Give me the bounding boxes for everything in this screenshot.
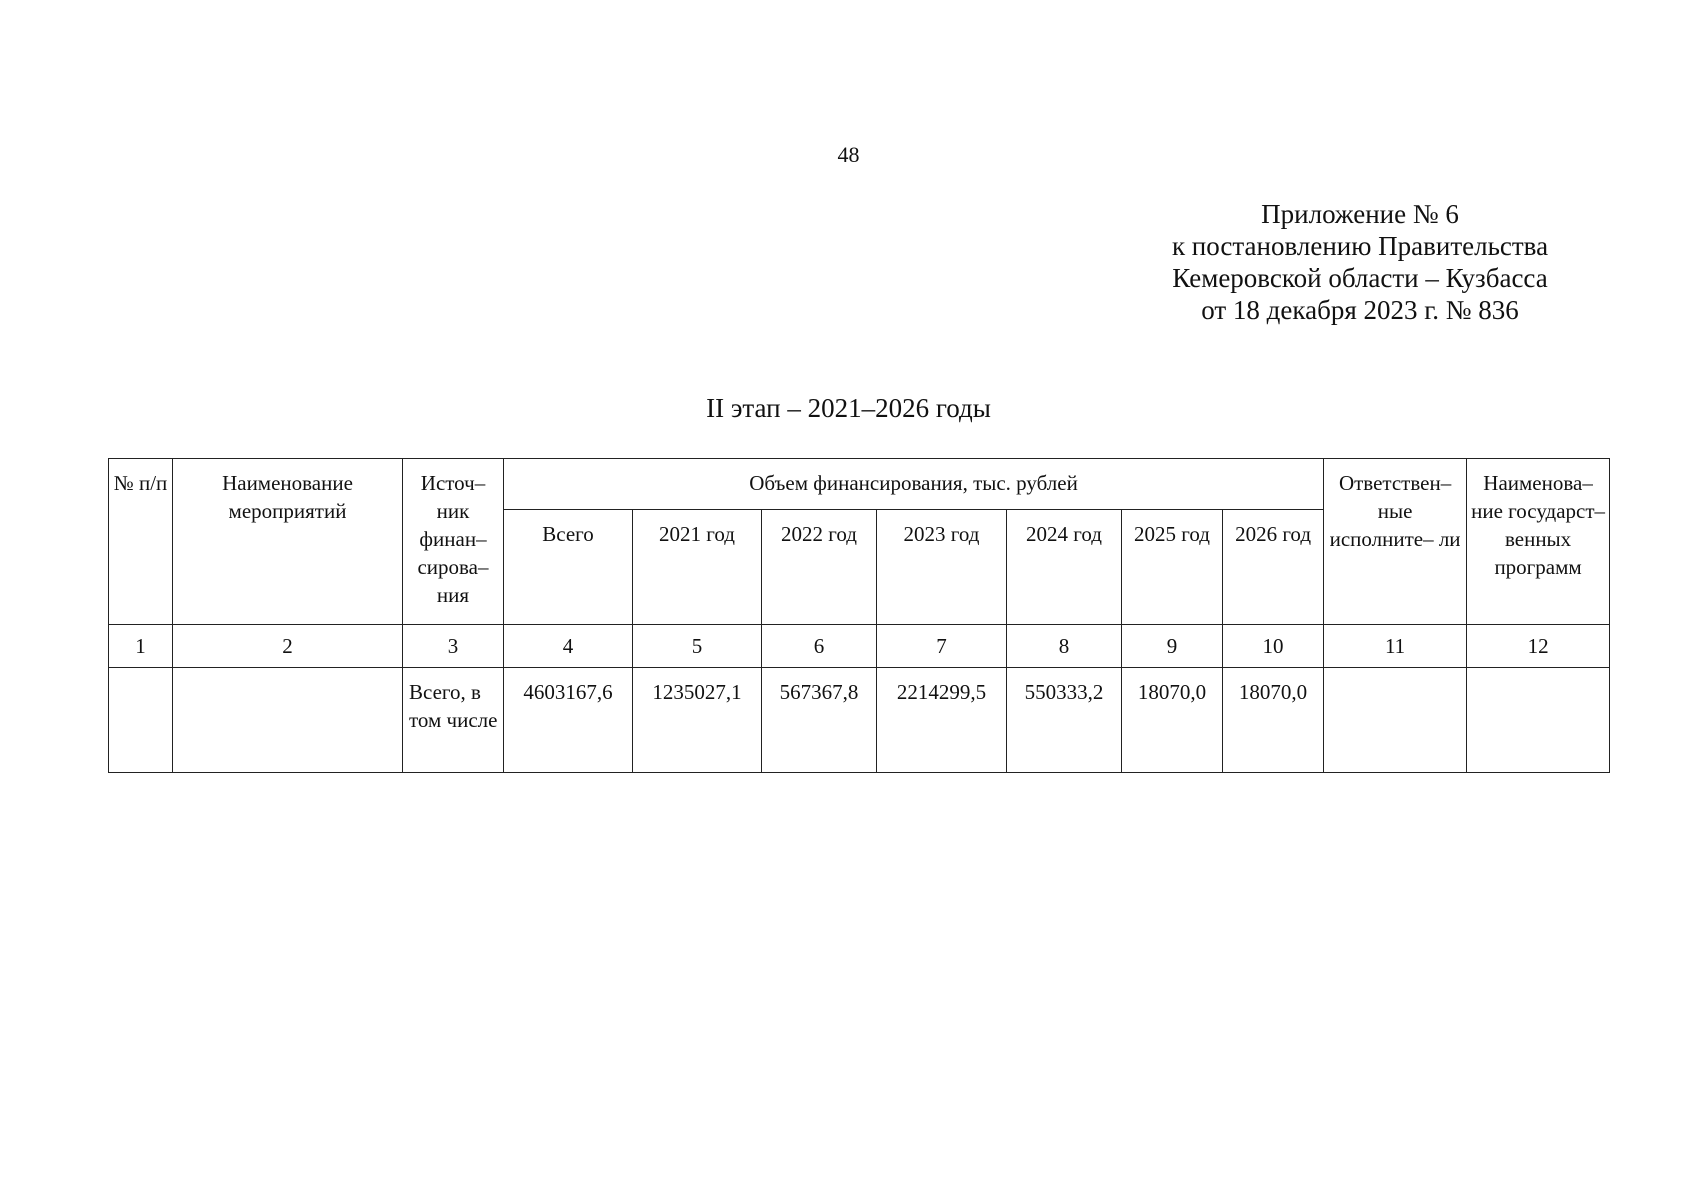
header-total: Всего [504, 510, 633, 625]
column-number: 11 [1324, 625, 1467, 668]
header-num: № п/п [109, 459, 173, 625]
header-name: Наименование мероприятий [173, 459, 403, 625]
column-number: 12 [1467, 625, 1610, 668]
column-number: 2 [173, 625, 403, 668]
header-source: Источ– ник финан– сирова– ния [403, 459, 504, 625]
total-name-cell [173, 668, 403, 773]
total-source-cell: Всего, в том числе [403, 668, 504, 773]
column-number: 3 [403, 625, 504, 668]
column-number: 1 [109, 625, 173, 668]
header-2023: 2023 год [877, 510, 1007, 625]
column-number: 8 [1007, 625, 1122, 668]
stage-title: II этап – 2021–2026 годы [706, 393, 991, 423]
column-number: 5 [633, 625, 762, 668]
appendix-block [1120, 198, 1600, 326]
header-2026: 2026 год [1223, 510, 1324, 625]
total-2022-cell: 567367,8 [762, 668, 877, 773]
page-number: 48 [837, 142, 860, 167]
header-2024: 2024 год [1007, 510, 1122, 625]
total-2024-cell: 550333,2 [1007, 668, 1122, 773]
header-funding: Объем финансирования, тыс. рублей [504, 459, 1324, 510]
column-number: 6 [762, 625, 877, 668]
header-2021: 2021 год [633, 510, 762, 625]
funding-table [108, 458, 1610, 773]
header-2022: 2022 год [762, 510, 877, 625]
total-2026-cell: 18070,0 [1223, 668, 1324, 773]
total-programs-cell [1467, 668, 1610, 773]
column-numbers-row [109, 625, 1610, 668]
total-2023-cell: 2214299,5 [877, 668, 1007, 773]
column-number: 4 [504, 625, 633, 668]
header-2025: 2025 год [1122, 510, 1223, 625]
appendix-line-1: Приложение № 6 [1261, 199, 1459, 229]
total-sum-cell: 4603167,6 [504, 668, 633, 773]
total-2021-cell: 1235027,1 [633, 668, 762, 773]
appendix-line-3: Кемеровской области – Кузбасса [1172, 263, 1548, 293]
header-executors: Ответствен– ные исполните– ли [1324, 459, 1467, 625]
header-programs: Наименова– ние государст– венных программ [1467, 459, 1610, 625]
total-num-cell [109, 668, 173, 773]
total-executors-cell [1324, 668, 1467, 773]
table-header-row [109, 459, 1610, 510]
column-number: 9 [1122, 625, 1223, 668]
column-number: 7 [877, 625, 1007, 668]
appendix-line-2: к постановлению Правительства [1171, 231, 1549, 261]
appendix-line-4: от 18 декабря 2023 г. № 836 [1201, 295, 1519, 325]
total-2025-cell: 18070,0 [1122, 668, 1223, 773]
column-number: 10 [1223, 625, 1324, 668]
total-row [109, 668, 1610, 773]
